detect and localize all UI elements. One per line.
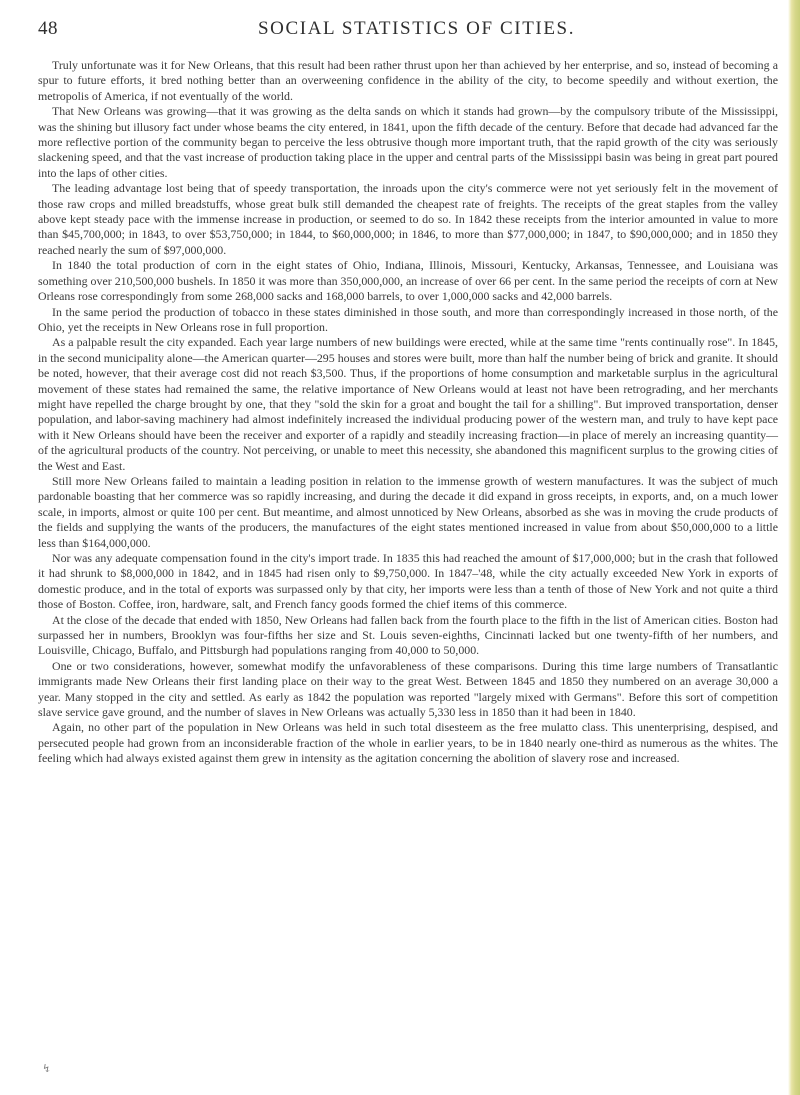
paragraph: Still more New Orleans failed to maintain a leading position in relation to the immense growth of western manufactures. It was the subject of much pardonable boasting that her commerce was so rapidly increasing, and during the decade it did expand in gross receipts, in exports, and, on a much lower scale, in imports, almost or quite 100 per cent. But meantime, and almost unnoticed by New Orleans, absorbed as she was in moving the crude products of the fields and supplying the wants of the producers, the manufactures of the eight states mentioned increased in value from about $50,000,000 to a little less than $164,000,000. <box>38 473 778 550</box>
paragraph: In 1840 the total production of corn in the eight states of Ohio, Indiana, Illinois, Missouri, Kentucky, Arkansas, Tennessee, and Louisiana was something over 210,500,000 bushels. In 1850 it was more than 350,000,000, an increase of over 66 per cent. In the same period the receipts of corn at New Orleans rose correspondingly from some 268,000 sacks and 168,000 barrels, to over 1,000,000 sacks and 42,000 barrels. <box>38 258 778 304</box>
paragraph: At the close of the decade that ended with 1850, New Orleans had fallen back from the fourth place to the fifth in the list of American cities. Boston had surpassed her in numbers, Brooklyn was four-fifths her size and St. Louis seven-eighths, Cincinnati lacked but one twenty-fifth of her numbers, and Louisville, Chicago, Buffalo, and Pittsburgh had populations ranging from 40,000 to 50,000. <box>38 612 778 658</box>
paragraph: Nor was any adequate compensation found in the city's import trade. In 1835 this had reached the amount of $17,000,000; but in the crash that followed it had shrunk to $8,000,000 in 1842, and in 1845 had risen only to $9,750,000. In 1847–'48, while the city actually exceeded New York in exports of domestic produce, and in the total of exports was surpassed only by that city, her imports were less than a tenth of those of New York and not quite a third those of Boston. Coffee, iron, hardware, salt, and French fancy goods formed the chief items of this commerce. <box>38 551 778 612</box>
stray-print-mark: ↯ <box>42 1063 52 1075</box>
paragraph: The leading advantage lost being that of speedy transportation, the inroads upon the city's commerce were not yet seriously felt in the movement of those raw crops and milled breadstuffs, whose great bulk still demanded the cheapest rate of freights. The receipts of the great staples from the valley above kept steady pace with the immense increase in production, or seemed to do so. In 1842 these receipts from the interior amounted in value to more than $45,700,000; in 1843, to over $53,750,000; in 1844, to $60,000,000; in 1846, to more than $77,000,000; in 1847, to $90,000,000; and in 1850 they reached nearly the sum of $97,000,000. <box>38 181 778 257</box>
page-edge-shading <box>788 0 800 1095</box>
running-title: SOCIAL STATISTICS OF CITIES. <box>258 18 576 39</box>
page-number: 48 <box>38 18 58 39</box>
paragraph: Truly unfortunate was it for New Orleans, that this result had been rather thrust upon her than achieved by her enterprise, and so, instead of becoming a spur to future efforts, it bred nothing better than an overweening confidence in the ability of the city, to become speedily and without exertion, the metropolis of America, if not eventually of the world. <box>38 58 778 103</box>
paragraph: Again, no other part of the population in New Orleans was held in such total disesteem as the free mulatto class. This unenterprising, despised, and persecuted people had grown from an inconsiderable fraction of the whole in earlier years, to be in 1840 nearly one-third as numerous as the whites. The feeling which had always existed against them grew in intensity as the agitation concerning the abolition of slavery rose and increased. <box>38 720 778 766</box>
running-head <box>38 18 778 48</box>
paragraph: As a palpable result the city expanded. Each year large numbers of new buildings were erected, while at the same time "rents continually rose". In 1845, in the second municipality alone—the American quarter—295 houses and stores were built, more than half the number being of brick and granite. It should be noted, however, that their average cost did not reach $3,500. Thus, if the proportions of home consumption and marketable surplus in the agricultural movement of these states had remained the same, the relative importance of New Orleans would at least not have been retrograding, and her merchants might have repelled the charge brought by one, that they "sold the skin for a groat and bought the tail for a shilling". But improved transportation, denser population, and labor-saving machinery had almost indefinitely increased the individual producing power of the western man, and truly to have kept pace with it New Orleans should have been the receiver and exporter of a rapidly and steadily increasing fraction—in place of merely an increasing quantity—of the agricultural products of the country. Not perceiving, or unable to meet this necessity, she abandoned this magnificent surplus to the growing cities of the West and East. <box>38 335 778 473</box>
paragraph: That New Orleans was growing—that it was growing as the delta sands on which it stands had grown—by the compulsory tribute of the Mississippi, was the shining but illusory fact under whose beams the city entered, in 1841, upon the fifth decade of the century. Before that decade had advanced far the more reflective portion of the community began to perceive the less obtrusive though more important truth, that the rapid growth of the city was seriously slackening speed, and that the vast increase of production taking place in the upper and central parts of the Mississippi basin was being in great part poured into the laps of other cities. <box>38 104 778 180</box>
paragraph: In the same period the production of tobacco in these states diminished in those south, and more than correspondingly increased in those north, of the Ohio, yet the receipts in New Orleans rose in full proportion. <box>38 304 778 334</box>
paragraph: One or two considerations, however, somewhat modify the unfavorableness of these comparisons. During this time large numbers of Transatlantic immigrants made New Orleans their first landing place on their way to the great West. Between 1845 and 1850 they numbered on an average 30,000 a year. Many stopped in the city and settled. As early as 1842 the population was reported "largely mixed with Germans". Before this sort of competition slave service gave ground, and the number of slaves in New Orleans was actually 5,330 less in 1850 than it had been in 1840. <box>38 658 778 720</box>
body-text <box>38 58 778 767</box>
